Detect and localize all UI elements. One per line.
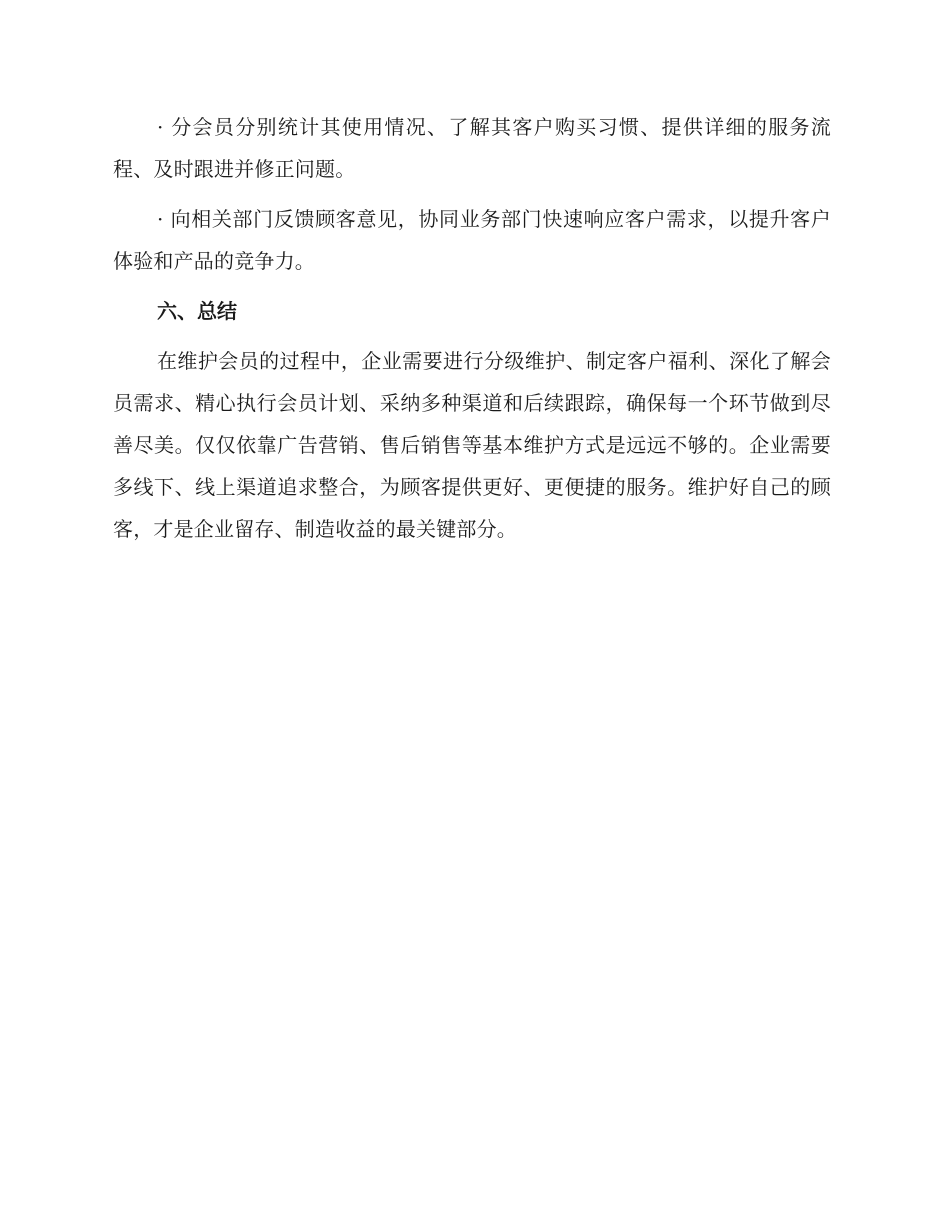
section-heading-summary: 六、总结 [157,299,237,323]
summary-paragraph: 在维护会员的过程中，企业需要进行分级维护、制定客户福利、深化了解会员需求、精心执行会员计划、采纳多种渠道和后续跟踪，确保每一个环节做到尽善尽美。仅仅依靠广告营销、售后销售等基本维护方式是远远不够的。企业需要多线下、线上渠道追求整合，为顾客提供更好、更便捷的服务。维护好自己的顾客，才是企业留存、制造收益的最关键部分。 [113,349,831,541]
bullet-paragraph-customer-feedback: · 向相关部门反馈顾客意见，协同业务部门快速响应客户需求，以提升客户体验和产品的竞争力。 [113,207,831,273]
bullet-paragraph-usage-statistics: · 分会员分别统计其使用情况、了解其客户购买习惯、提供详细的服务流程、及时跟进并修正问题。 [113,115,831,181]
document-page [113,106,831,550]
